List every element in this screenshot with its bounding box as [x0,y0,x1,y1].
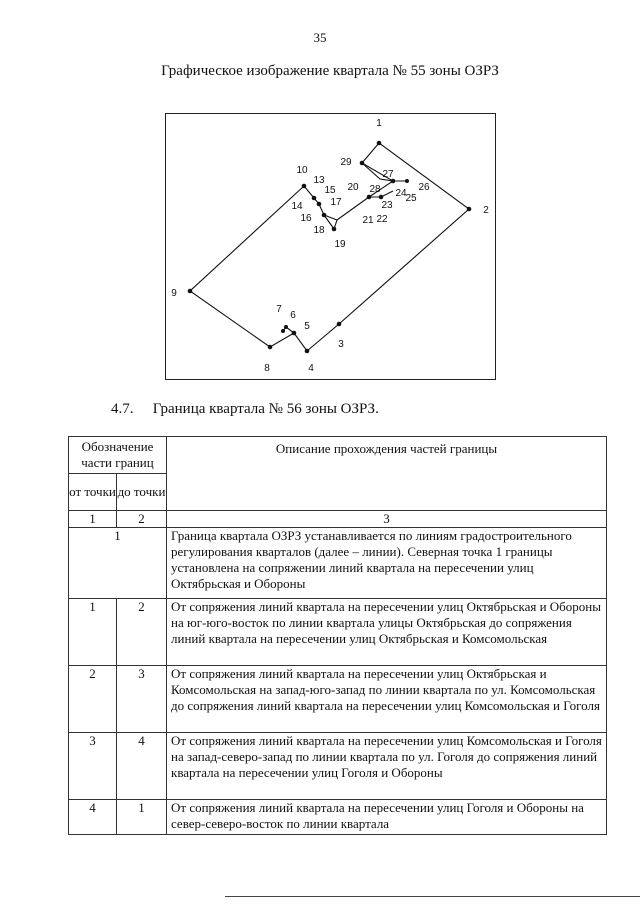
point-marker-21 [367,195,372,200]
point-label: 29 [340,157,352,168]
row-to: 2 [117,599,167,666]
table-row [69,666,607,733]
header-to: до точки [117,474,167,511]
page-number: 35 [313,30,327,45]
point-label: 9 [171,288,177,299]
point-marker-18 [322,213,327,218]
table-number-row [69,511,607,528]
point-marker-9 [188,289,193,294]
point-label: 7 [276,304,282,315]
point-marker-1 [377,141,382,146]
point-label: 20 [347,182,359,193]
header-description: Описание прохождения частей границы [167,437,607,511]
row-description: Граница квартала ОЗРЗ устанавливается по линиям градостроительного регулирования кварталов (далее – линии). Северная точка 1 границы установлена на сопряжении линий квартала на пересечении улиц Октябрьская и Обороны [167,528,607,599]
header-from: от точки [69,474,117,511]
point-label: 14 [291,201,303,212]
point-label: 3 [338,339,344,350]
point-label: 22 [376,214,388,225]
table-row [69,599,607,666]
point-label: 5 [304,321,310,332]
row-from: 4 [69,800,117,835]
point-label: 8 [264,363,270,374]
point-label: 27 [382,169,394,180]
row-description: От сопряжения линий квартала на пересечении улиц Комсомольская и Гоголя на запад-северо-запад по линии квартала по ул. Гоголя до сопряжения линий квартала на пересечении улиц Гоголя и Обороны [167,733,607,800]
point-marker-23 [379,195,384,200]
point-label: 2 [483,205,489,216]
point-marker-2 [467,207,472,212]
point-marker-16 [317,202,322,207]
boundary-lines [190,143,469,351]
point-label: 16 [300,213,312,224]
row-description: От сопряжения линий квартала на пересечении улиц Октябрьская и Комсомольская на запад-юго-запад по линии квартала по ул. Комсомольская до сопряжения линий квартала на пересечении улиц Комсомольская и Гоголя [167,666,607,733]
table-row [69,528,607,599]
figure-title: Графическое изображение квартала № 55 зоны ОЗРЗ [161,63,499,79]
header-group: Обозначение части границ [69,437,167,474]
row-from: 3 [69,733,117,800]
point-label: 28 [369,184,381,195]
point-marker-7 [281,329,285,333]
point-marker-6 [284,325,288,329]
section-title: Граница квартала № 56 зоны ОЗРЗ. [152,401,379,417]
point-label: 26 [418,182,430,193]
row-start-point: 1 [69,528,167,599]
point-label: 24 [395,188,407,199]
table-header-row [69,437,607,474]
point-marker-10 [302,184,307,189]
row-to: 3 [117,666,167,733]
point-label: 17 [330,197,342,208]
point-label: 10 [296,165,308,176]
row-from: 2 [69,666,117,733]
point-label: 15 [324,185,336,196]
point-label: 25 [405,193,417,204]
bottom-rule [225,896,640,897]
point-label: 1 [376,118,382,129]
section-heading [111,401,379,418]
point-label: 21 [362,215,374,226]
point-marker-13 [312,196,317,201]
point-label: 4 [308,363,314,374]
quarter-map-figure [165,113,496,380]
table-row [69,800,607,835]
section-number: 4.7. [111,401,134,417]
point-label: 19 [334,239,346,250]
row-from: 1 [69,599,117,666]
column-number-to: 2 [117,511,167,528]
point-marker-4 [305,349,310,354]
point-marker-19 [332,227,337,232]
row-description: От сопряжения линий квартала на пересечении улиц Гоголя и Обороны на север-северо-восток по линии квартала [167,800,607,835]
point-marker-5 [292,331,297,336]
point-label: 18 [313,225,325,236]
boundary-points [188,141,472,354]
column-number-from: 1 [69,511,117,528]
point-marker-8 [268,345,273,350]
row-description: От сопряжения линий квартала на пересечении улиц Октябрьская и Обороны на юг-юго-восток по линии квартала улицы Октябрьская до сопряжения линий квартала на пересечении улиц Октябрьская и Комсомольская [167,599,607,666]
boundary-table [68,436,607,835]
point-label: 6 [290,310,296,321]
point-marker-3 [337,322,342,327]
point-marker-26 [405,179,409,183]
column-number-desc: 3 [167,511,607,528]
point-marker-29 [360,161,365,166]
point-label: 23 [381,200,393,211]
row-to: 1 [117,800,167,835]
point-label: 13 [313,175,325,186]
outer-boundary [190,143,469,351]
row-to: 4 [117,733,167,800]
table-row [69,733,607,800]
